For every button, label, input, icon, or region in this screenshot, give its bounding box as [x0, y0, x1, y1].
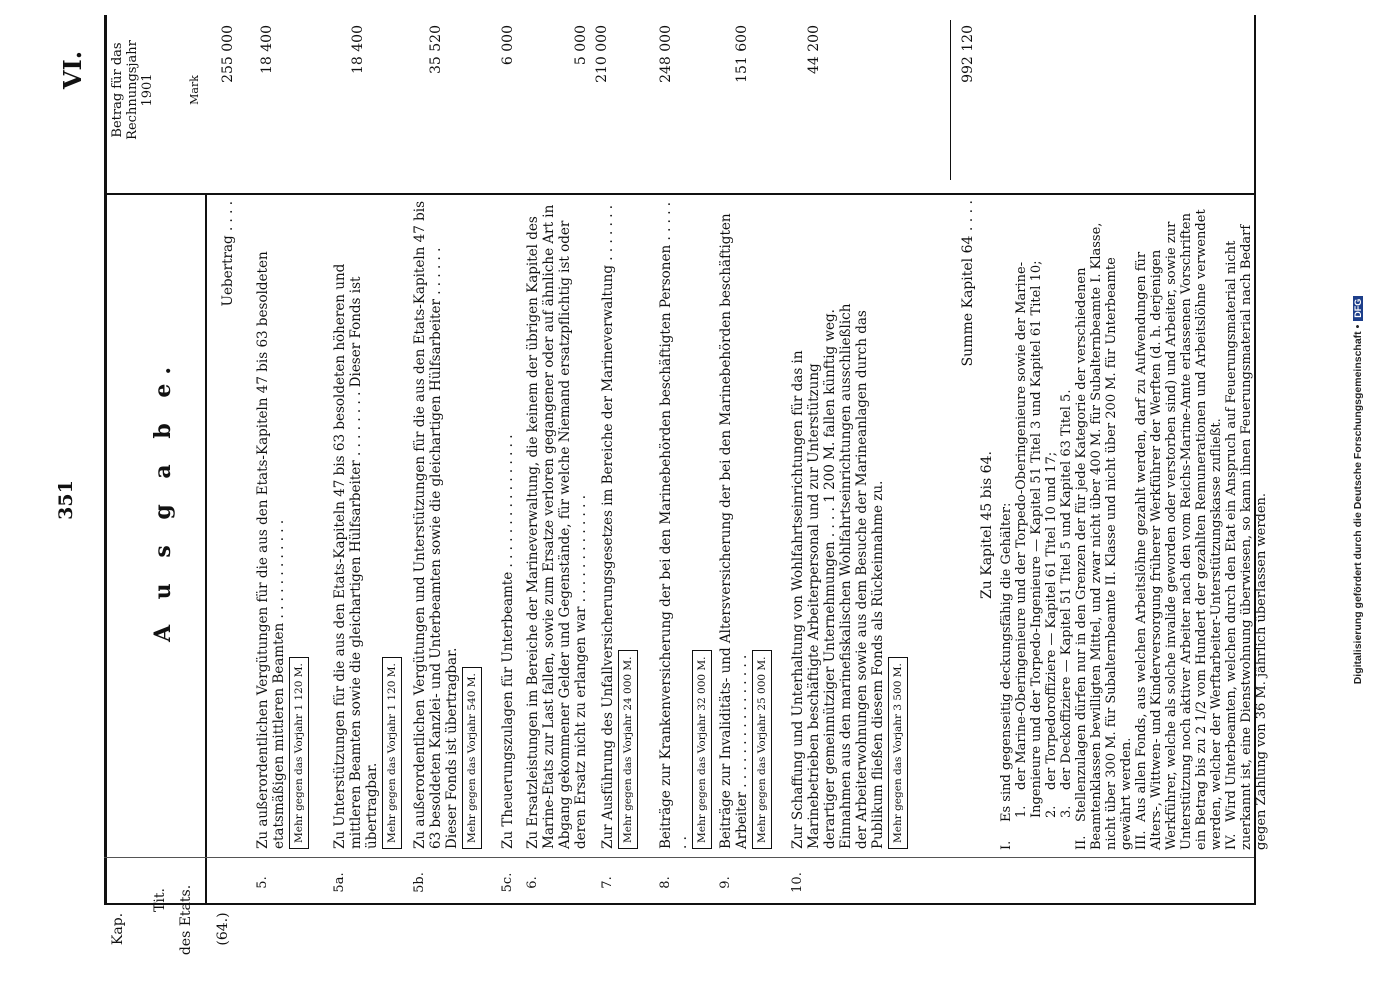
- row-text: [790, 289, 908, 849]
- titel-column-rule: [104, 857, 1254, 858]
- delta-note: Mehr gegen das Vorjahr 1 120 M.: [289, 657, 309, 849]
- row-amount: 5 000: [573, 25, 589, 66]
- row-description: Zur Ausführung des Unfallversicherungsgesetzes im Bereiche der Marineverwaltung . . . . . . .: [600, 204, 616, 849]
- row-amount: 6 000: [500, 25, 516, 66]
- delta-note: Mehr gegen das Vorjahr 24 000 M.: [618, 650, 638, 849]
- row-amount: 210 000: [594, 25, 610, 83]
- column-header-kap: Kap.: [110, 912, 126, 946]
- row-text: [332, 201, 402, 849]
- row-titel: 9.: [718, 876, 733, 889]
- row-text: [718, 201, 772, 849]
- amount-column-rule: [104, 193, 1254, 195]
- delta-note: Mehr gegen das Vorjahr 3 500 M.: [888, 657, 908, 849]
- row-text: [600, 201, 638, 849]
- note-item: I.Es sind gegenseitig deckungsfähig die Gehälter:: [999, 502, 1014, 850]
- table-top-rule: [104, 15, 107, 905]
- row-amount: 18 400: [259, 25, 275, 74]
- note-item: III.Aus allen Fonds, aus welchen Arbeitslöhne gezahlt werden, darf zu Aufwendungen für Alters-, Wittwen- und Kinderversorgung früherer Werkführer der Werften (d. h. derjenigen Werkführer, welche als solche invalide geworden oder verstorben sind) und Arbeiter, sowie zur Unterstützung noch aktiver Arbeiter nach den vom Reichs-Marine-Amte erlassenen Vorschriften ein Betrag bis zu 2 1/2 vom Hundert der gezahlten Remunerationen und Arbeitslöhne verwendet werden, welcher der Werftarbeiter-Unterstützungskasse zufließt.: [1134, 209, 1224, 850]
- note-item: IV.Wird Unterbeamten, welchen durch den Etat ein Anspruch auf Feuerungsmaterial nicht zuerkannt ist, eine Dienstwohnung überwiesen, so kann ihnen Feuerungsmaterial nach Bedarf gegen Zahlung von 36 M. jährlich überlassen werden.: [1224, 224, 1269, 850]
- row-amount: 151 600: [734, 25, 750, 83]
- row-titel: 5b.: [412, 872, 427, 893]
- row-text: Uebertrag . . . .: [220, 201, 236, 307]
- delta-note: Mehr gegen das Vorjahr 1 120 M.: [382, 657, 402, 849]
- sum-label: Summe Kapitel 64 . . . .: [960, 200, 976, 367]
- column-header-tit: Tit.: [152, 888, 168, 912]
- row-amount: 44 200: [806, 25, 822, 74]
- sum-rule: [950, 20, 951, 180]
- section-number: VI.: [58, 50, 87, 90]
- row-titel: 5c.: [500, 872, 515, 893]
- notes-section: [980, 200, 1269, 850]
- header-separator-rule: [205, 195, 207, 905]
- note-item: 2.der Torpedoroffiziere — Kapitel 61 Titel 10 und 17;: [1044, 451, 1059, 818]
- delta-note: Mehr gegen das Vorjahr 25 000 M.: [752, 650, 772, 849]
- dfg-logo: DFG: [1353, 296, 1363, 321]
- row-description: Beiträge zur Invaliditäts- und Altersversicherung der bei den Marinebehörden beschäftigten Arbeiter . . . . . . . . . . . . . . . .: [718, 213, 750, 849]
- row-description: Zu Unterstützungen für die aus den Etats-Kapiteln 47 bis 63 besoldeten höheren und mittleren Beamten sowie die gleichartigen Hülfsarbeiter . . . . . . . . Dieser Fonds ist übertragbar.: [332, 263, 380, 849]
- note-item: II.Stellenzulagen dürfen nur in den Grenzen der für jede Kategorie der verschiedenen Beamtenklassen bewilligten Mittel, und zwar nicht über 400 M. für Subalternbeamte I. Klasse, nicht über 300 M. für Subalternbeamte II. Klasse und nicht über 200 M. für Unterbeamte gewährt werden.: [1074, 222, 1134, 850]
- credit-text: Digitalisierung gefördert durch die Deutsche Forschungsgemeinschaft •: [1352, 324, 1364, 685]
- row-titel: 10.: [790, 872, 805, 893]
- row-text: [658, 201, 712, 849]
- row-description: Zu außerordentlichen Vergütungen für die aus den Etats-Kapiteln 47 bis 63 besoldeten etatsmäßigen mittleren Beamten . . . . . . . . . . . .: [255, 251, 287, 849]
- note-item: 1.der Marine-Oberingenieure und der Torpedo-Oberingenieure sowie der Marine-Ingenieure und der Torpedo-Ingenieure — Kapitel 51 Titel 3 und Kapitel 61 Titel 10;: [1014, 260, 1044, 818]
- row-description: Zur Schaffung und Unterhaltung von Wohlfahrtseinrichtungen für das in Marinebetrieben beschäftigte Arbeiterpersonal und zur Unterstützung derartiger gemeinnütziger Unternehmungen . . . . 1 200 M. fallen künftig weg. Einnahmen aus den marinefiskalischen Wohlfahrtseinrichtungen ausschließlich der Arbeiterwohnungen sowie aus dem Besuche der Marineanlagen durch das Publikum fließen diesem Fonds als Rückeinnahme zu.: [790, 303, 886, 849]
- row-description: Beiträge zur Krankenversicherung der bei den Marinebehörden beschäftigten Personen . . . . . . .: [658, 201, 690, 849]
- page-title: A u s g a b e.: [150, 357, 176, 643]
- row-titel: 8.: [658, 876, 673, 889]
- page-number: 351: [55, 480, 77, 520]
- row-titel: 5.: [255, 876, 270, 889]
- delta-note: Mehr gegen das Vorjahr 540 M.: [462, 667, 482, 849]
- row-description: Zu Ersatzleistungen im Bereiche der Marineverwaltung, die keinem der übrigen Kapitel des Marine-Etats zur Last fallen, sowie zum Ersatze verloren gegangener oder auf ähnliche Art in Abgang gekommener Gelder und Gegenstände, für welche Niemand ersatzpflichtig ist oder deren Ersatz nicht zu erlangen war . . . . . . . . . . . . .: [525, 204, 589, 849]
- sum-amount: 992 120: [960, 25, 976, 83]
- digitization-credit: [1352, 20, 1364, 960]
- kapitel-column-rule: [104, 903, 1254, 905]
- row-titel: 7.: [600, 876, 615, 889]
- row-titel: 6.: [525, 876, 540, 889]
- row-text: [412, 201, 482, 849]
- delta-note: Mehr gegen das Vorjahr 32 000 M.: [692, 650, 712, 849]
- row-amount: 255 000: [220, 25, 236, 83]
- row-text: [255, 201, 309, 849]
- column-header-betrag: Betrag für das Rechnungsjahr 1901: [110, 40, 155, 140]
- row-titel: 5a.: [332, 872, 347, 893]
- row-amount: 35 520: [428, 25, 444, 74]
- column-header-des-etats: des Etats.: [178, 884, 194, 956]
- note-item: 3.der Deckoffiziere — Kapitel 51 Titel 5 und Kapitel 63 Titel 5.: [1059, 389, 1074, 818]
- column-header-unit: Mark: [188, 75, 201, 105]
- row-amount: 248 000: [658, 25, 674, 83]
- kapitel-number: (64.): [215, 912, 231, 946]
- row-description: Zu außerordentlichen Vergütungen und Unterstützungen für die aus den Etats-Kapiteln 47 bis 63 besoldeten Kanzlei- und Unterbeamten sowie die gleichartigen Hülfsarbeiter . . . . . . Dieser Fonds ist übertragbar.: [412, 200, 460, 849]
- row-description: Zu Theuerungszulagen für Unterbeamte . . . . . . . . . . . . . . . .: [500, 434, 516, 849]
- notes-title: Zu Kapitel 45 bis 64.: [979, 451, 995, 599]
- row-amount: 18 400: [350, 25, 366, 74]
